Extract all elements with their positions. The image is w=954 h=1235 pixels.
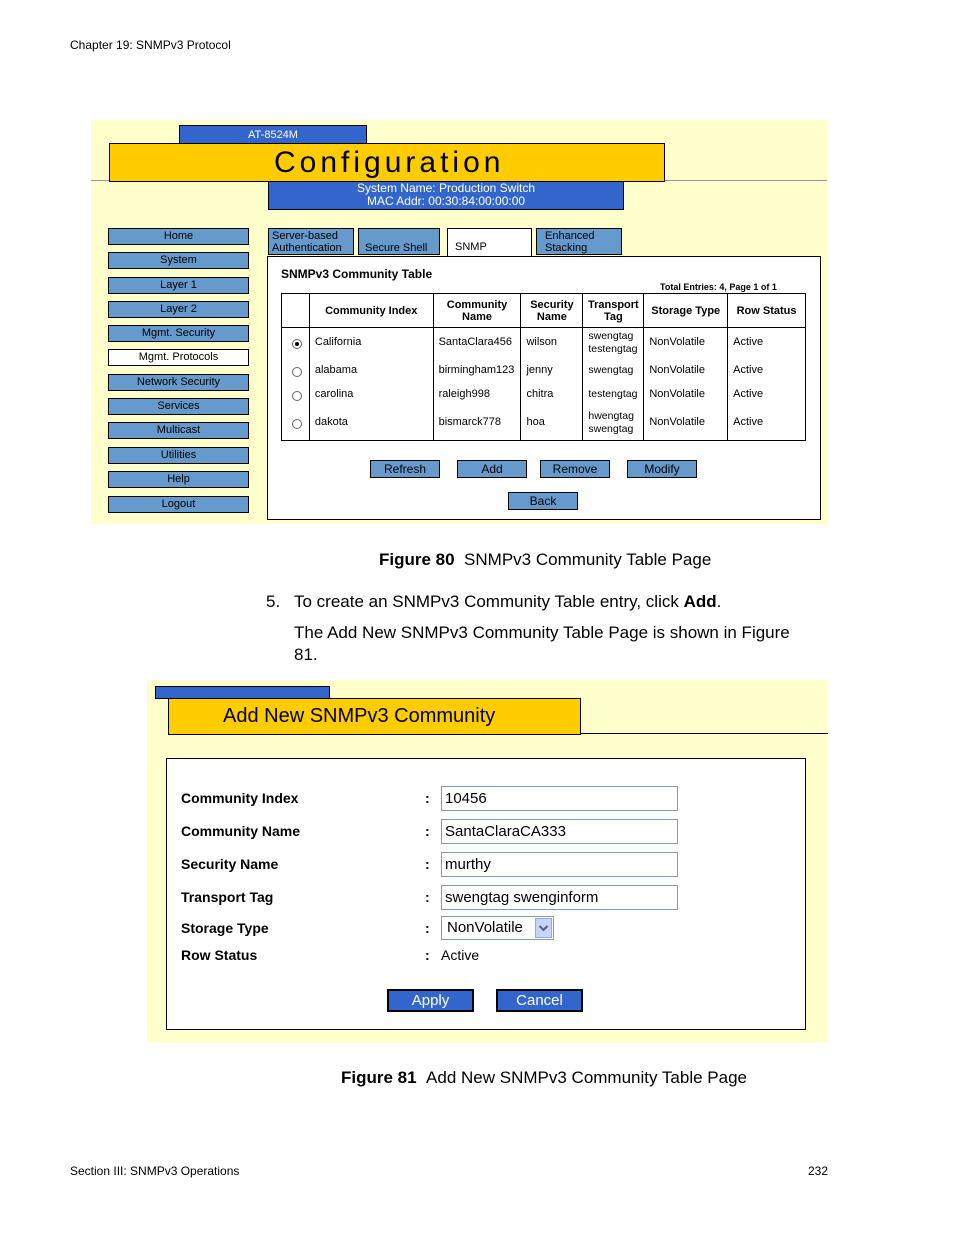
table-cell: SantaClara456 <box>438 336 512 348</box>
table-cell: NonVolatile <box>649 364 705 376</box>
table-cell: California <box>314 336 362 348</box>
step-text <box>294 592 721 612</box>
security-name-input[interactable]: murthy <box>441 852 678 877</box>
community-index-label: Community Index <box>181 790 299 806</box>
table-cell: hoa <box>526 416 545 428</box>
footer-section: Section III: SNMPv3 Operations <box>70 1164 240 1178</box>
storage-type-label: Storage Type <box>181 920 269 936</box>
tab-label-line2: Authentication <box>272 242 342 254</box>
cancel-button[interactable]: Cancel <box>496 989 583 1012</box>
system-info-box <box>268 181 624 210</box>
nav-mgmt-protocols[interactable]: Mgmt. Protocols <box>108 349 249 366</box>
row-radio[interactable] <box>292 391 302 401</box>
community-name-label: Community Name <box>181 823 301 839</box>
column-header: Row Status <box>728 294 806 328</box>
table-cell: NonVolatile <box>649 388 705 400</box>
table-cell: dakota <box>314 416 348 428</box>
add-button[interactable]: Add <box>457 460 527 478</box>
nav-layer-1[interactable]: Layer 1 <box>108 277 249 294</box>
column-header: Transport Tag <box>583 294 644 328</box>
table-cell: bismarck778 <box>438 416 501 428</box>
device-tab: AT-8524M <box>179 125 367 145</box>
separator: : <box>425 823 430 839</box>
table-cell: wilson <box>526 336 558 348</box>
separator: : <box>425 920 430 936</box>
banner-line <box>580 733 828 734</box>
caption-label: Figure 81 <box>341 1068 417 1087</box>
table-cell: Active <box>733 416 764 428</box>
page-header: Chapter 19: SNMPv3 Protocol <box>70 38 231 52</box>
tab-label-line1: Enhanced <box>545 230 595 242</box>
tag-column <box>583 328 644 441</box>
banner-title: Configuration <box>274 146 505 179</box>
storage-type-value: NonVolatile <box>447 919 523 936</box>
nav-multicast[interactable]: Multicast <box>108 422 249 439</box>
table-cell: hwengtag swengtag <box>588 410 634 435</box>
table-cell: NonVolatile <box>649 336 705 348</box>
table-cell: swengtag <box>588 364 634 376</box>
security-name-label: Security Name <box>181 856 279 872</box>
nav-layer-2[interactable]: Layer 2 <box>108 301 249 318</box>
security-column <box>521 328 583 441</box>
tab-server-based-authentication[interactable] <box>268 228 354 255</box>
table-cell: swengtag testengtag <box>588 330 638 355</box>
storage-type-select[interactable] <box>441 916 554 940</box>
community-name-input[interactable]: SantaClaraCA333 <box>441 819 678 844</box>
table-cell: raleigh998 <box>438 388 490 400</box>
table-cell: Active <box>733 364 764 376</box>
row-radio[interactable] <box>292 419 302 429</box>
nav-mgmt-security[interactable]: Mgmt. Security <box>108 325 249 342</box>
table-cell: Active <box>733 388 764 400</box>
community-table <box>281 293 806 441</box>
nav-services[interactable]: Services <box>108 398 249 415</box>
separator: : <box>425 889 430 905</box>
separator: : <box>425 947 430 963</box>
add-community-banner <box>168 698 581 735</box>
storage-column <box>644 328 728 441</box>
table-cell: testengtag <box>588 388 638 400</box>
table-title: SNMPv3 Community Table <box>281 267 433 281</box>
remove-button[interactable]: Remove <box>540 460 610 478</box>
nav-network-security[interactable]: Network Security <box>108 374 249 391</box>
step-text-bold: Add <box>683 592 717 611</box>
nav-system[interactable]: System <box>108 252 249 269</box>
index-column <box>309 328 433 441</box>
name-column <box>433 328 521 441</box>
status-column <box>728 328 806 441</box>
modify-button[interactable]: Modify <box>627 460 697 478</box>
configuration-banner <box>109 143 665 182</box>
step-text-after: . <box>716 592 722 611</box>
table-cell: jenny <box>526 364 553 376</box>
header-select <box>282 294 310 328</box>
transport-tag-input[interactable]: swengtag swenginform <box>441 885 678 910</box>
nav-utilities[interactable]: Utilities <box>108 447 249 464</box>
column-header: Community Index <box>309 294 433 328</box>
row-radio[interactable] <box>292 367 302 377</box>
figure-81-caption <box>341 1068 747 1088</box>
banner-title: Add New SNMPv3 Community <box>223 705 496 727</box>
figure-80-caption <box>379 550 711 570</box>
table-cell: carolina <box>314 388 354 400</box>
nav-home[interactable]: Home <box>108 228 249 245</box>
nav-help[interactable]: Help <box>108 471 249 488</box>
select-column <box>282 328 310 441</box>
table-cell: alabama <box>314 364 358 376</box>
row-radio-selected[interactable] <box>292 339 302 349</box>
tab-label-line1: Server-based <box>272 230 339 242</box>
table-cell: Active <box>733 336 764 348</box>
refresh-button[interactable]: Refresh <box>370 460 440 478</box>
community-index-input[interactable]: 10456 <box>441 786 678 811</box>
table-cell: NonVolatile <box>649 416 705 428</box>
back-button[interactable]: Back <box>508 492 578 510</box>
step-followup: The Add New SNMPv3 Community Table Page is shown in Figure 81. <box>294 623 790 664</box>
mac-address: MAC Addr: 00:30:84:00:00:00 <box>366 194 526 208</box>
total-entries: Total Entries: 4, Page 1 of 1 <box>660 282 777 292</box>
column-header: Security Name <box>521 294 583 328</box>
tab-enhanced-stacking[interactable] <box>536 228 622 255</box>
transport-tag-label: Transport Tag <box>181 889 274 905</box>
tab-snmp[interactable]: SNMP <box>447 228 532 258</box>
apply-button[interactable]: Apply <box>387 989 474 1012</box>
row-status-label: Row Status <box>181 947 258 963</box>
page-number: 232 <box>808 1164 829 1178</box>
nav-logout[interactable]: Logout <box>108 496 249 513</box>
separator: : <box>425 790 430 806</box>
tab-label-line2: Stacking <box>545 242 588 254</box>
table-cell: birmingham123 <box>438 364 515 376</box>
step-number: 5. <box>266 592 281 611</box>
column-header: Community Name <box>433 294 521 328</box>
row-status-value: Active <box>441 947 480 963</box>
separator: : <box>425 856 430 872</box>
caption-text: SNMPv3 Community Table Page <box>464 550 712 569</box>
step-text-before: To create an SNMPv3 Community Table entry, click <box>294 592 684 611</box>
system-name: System Name: Production Switch <box>356 181 536 195</box>
caption-text: Add New SNMPv3 Community Table Page <box>426 1068 747 1087</box>
table-cell: chitra <box>526 388 554 400</box>
column-header: Storage Type <box>644 294 728 328</box>
chevron-down-icon[interactable] <box>535 918 552 938</box>
tab-secure-shell[interactable]: Secure Shell <box>358 228 440 255</box>
caption-label: Figure 80 <box>379 550 455 569</box>
